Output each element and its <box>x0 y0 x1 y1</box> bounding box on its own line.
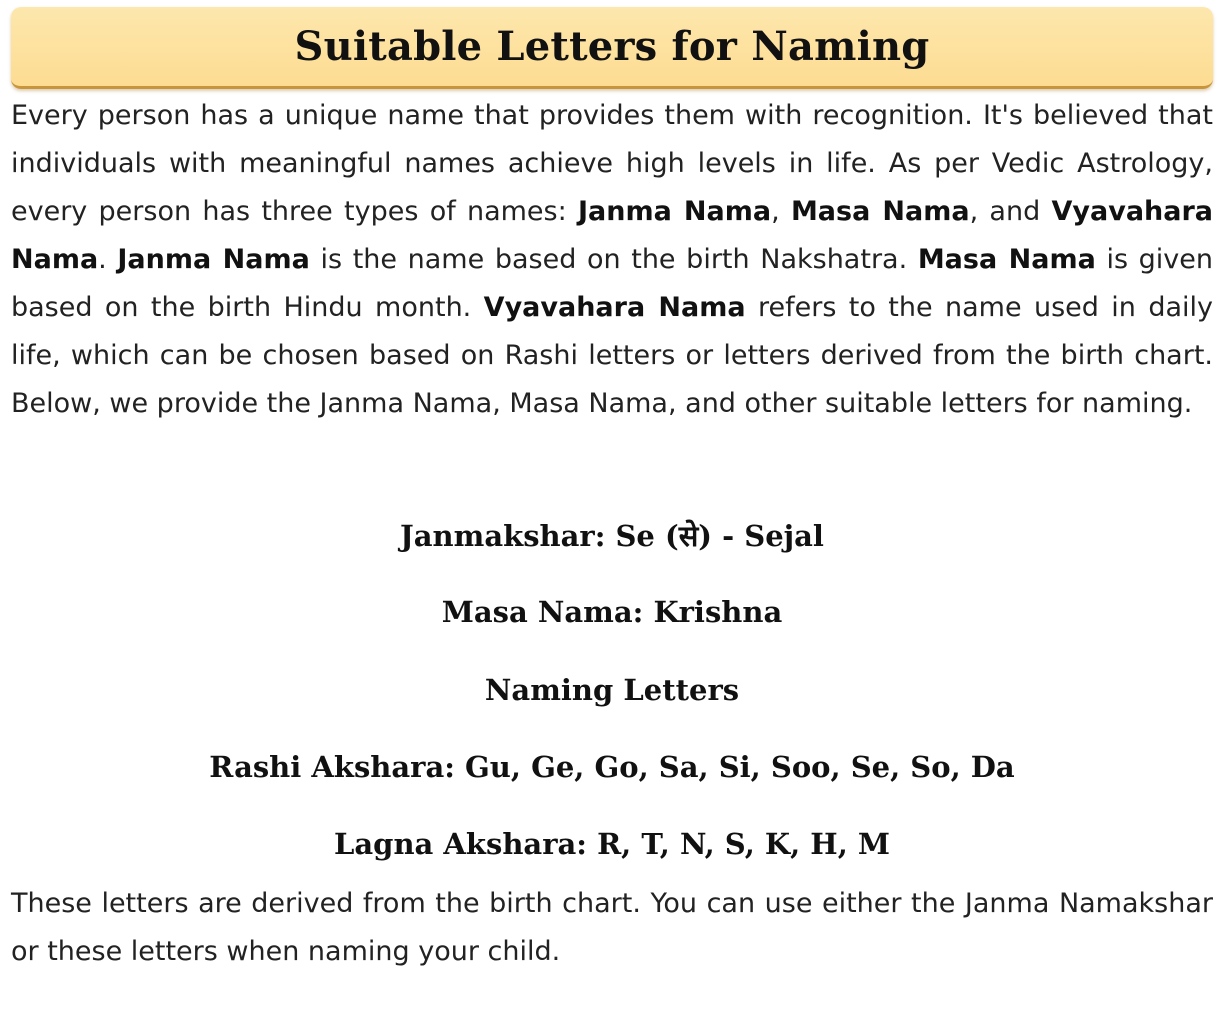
term-masa-nama: Masa Nama <box>917 244 1096 275</box>
intro-text: is the name based on the birth Nakshatra. <box>309 244 918 275</box>
section-header <box>11 7 1213 89</box>
term-masa-nama: Masa Nama <box>790 196 970 227</box>
page-title: Suitable Letters for Naming <box>294 23 930 70</box>
intro-text: is given based on the birth Hindu month. <box>11 244 1213 323</box>
intro-text: Every person has a unique name that provides them with recognition. It's believed that individuals with meaningful names achieve high levels in life. As per Vedic Astrology, every person has three types of names: <box>11 100 1213 227</box>
intro-text: , and <box>969 196 1052 227</box>
term-vyavahara-nama: Vyavahara Nama <box>483 292 746 323</box>
term-janma-nama: Janma Nama <box>117 244 310 275</box>
intro-text: . <box>98 244 118 275</box>
intro-paragraph <box>11 92 1213 428</box>
janmakshar-line: Janmakshar: Se (से) - Sejal <box>400 519 824 553</box>
naming-letters-heading: Naming Letters <box>484 673 740 707</box>
masa-nama-line: Masa Nama: Krishna <box>441 595 783 629</box>
lagna-akshara-line: Lagna Akshara: R, T, N, S, K, H, M <box>333 827 890 861</box>
rashi-akshara-line: Rashi Akshara: Gu, Ge, Go, Sa, Si, Soo, Se, So, Da <box>209 750 1015 784</box>
intro-text: , <box>771 196 791 227</box>
term-vyavahara-nama: Vyavahara Nama <box>11 196 1214 275</box>
term-janma-nama: Janma Nama <box>577 196 772 227</box>
intro-text: refers to the name used in daily life, which can be chosen based on Rashi letters or letters derived from the birth chart. Below, we provide the Janma Nama, Masa Nama, and other suitable letters for naming. <box>11 292 1213 419</box>
outro-paragraph: These letters are derived from the birth chart. You can use either the Janma Namakshar or these letters when naming your child. <box>11 888 1213 967</box>
